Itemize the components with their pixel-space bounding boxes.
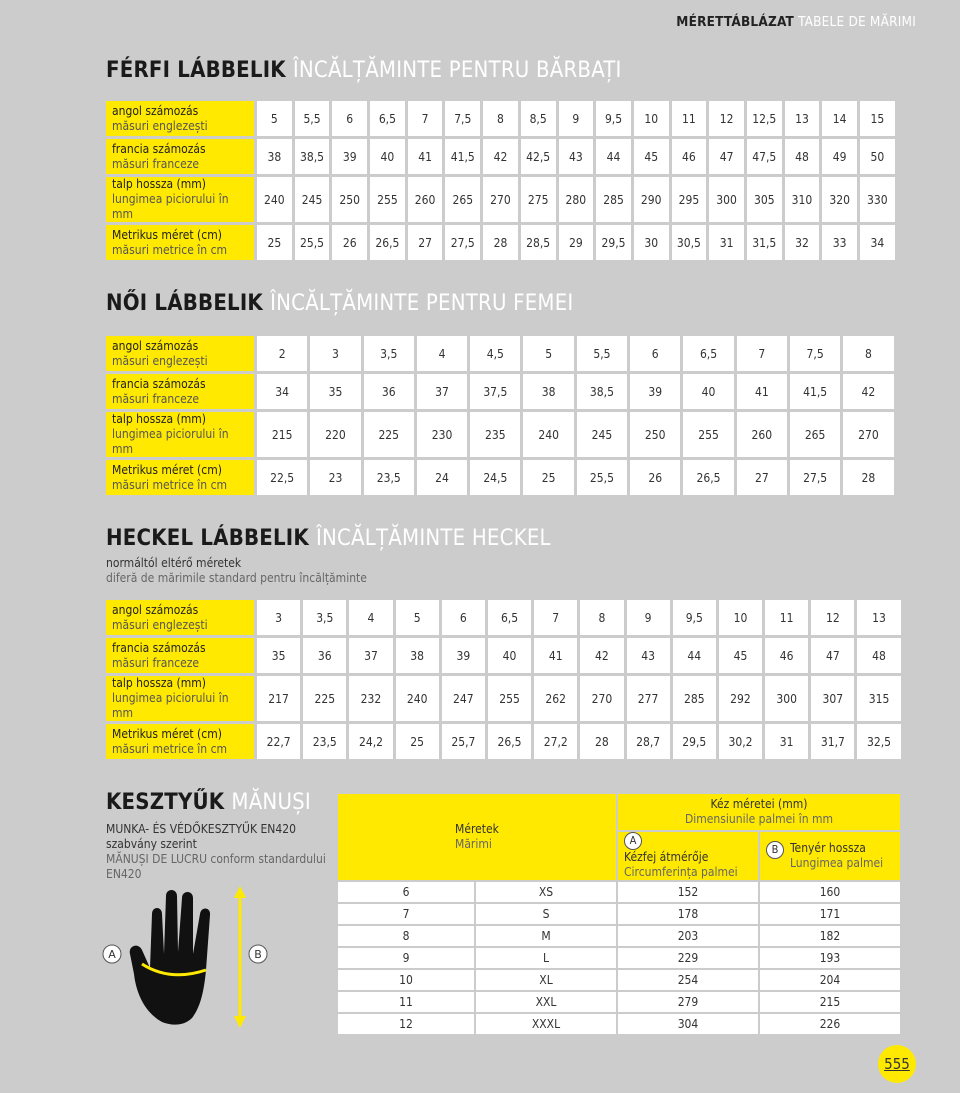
- size-cell: 305: [747, 177, 782, 222]
- glove-cell: 226: [760, 1014, 900, 1034]
- size-cell: 285: [596, 177, 631, 222]
- size-cell: 11: [765, 600, 808, 635]
- size-cell: 28: [580, 724, 623, 759]
- size-cell: 5,5: [577, 336, 627, 371]
- glove-row: [338, 904, 900, 924]
- glove-cell: 7: [338, 904, 474, 924]
- size-cell: 235: [470, 412, 520, 457]
- size-cell: 45: [719, 638, 762, 673]
- size-cell: 36: [364, 374, 414, 409]
- size-cell: 290: [634, 177, 669, 222]
- size-cell: 27,5: [445, 225, 480, 260]
- size-cell: 46: [672, 139, 707, 174]
- glove-cell: 12: [338, 1014, 474, 1034]
- size-cell: 9: [559, 101, 594, 136]
- size-cell: 29,5: [596, 225, 631, 260]
- size-cell: 270: [843, 412, 893, 457]
- size-cell: 46: [765, 638, 808, 673]
- size-cell: 260: [408, 177, 443, 222]
- glove-cell: XS: [476, 882, 616, 902]
- size-cell: 49: [822, 139, 857, 174]
- size-cell: 41: [534, 638, 577, 673]
- size-cell: 8,5: [521, 101, 556, 136]
- size-cell: 38,5: [295, 139, 330, 174]
- row-label: francia számozás măsuri franceze: [106, 139, 254, 174]
- size-cell: 320: [822, 177, 857, 222]
- size-cell: 2: [257, 336, 307, 371]
- size-cell: 22,5: [257, 460, 307, 495]
- glove-col-a: AKézfej átmérője Circumferința palmei: [618, 832, 758, 880]
- size-cell: 5: [523, 336, 573, 371]
- size-cell: 230: [417, 412, 467, 457]
- glove-cell: XXXL: [476, 1014, 616, 1034]
- size-cell: 37,5: [470, 374, 520, 409]
- size-cell: 232: [349, 676, 392, 721]
- size-cell: 41,5: [790, 374, 840, 409]
- size-cell: 42: [483, 139, 518, 174]
- size-cell: 28,7: [627, 724, 670, 759]
- glove-cell: 9: [338, 948, 474, 968]
- size-cell: 13: [785, 101, 820, 136]
- size-cell: 280: [559, 177, 594, 222]
- size-cell: 42: [843, 374, 893, 409]
- heckel-note: normáltól eltérő méretek diferă de mărimile standard pentru încălțăminte: [106, 556, 367, 585]
- size-cell: 285: [673, 676, 716, 721]
- glove-cell: XXL: [476, 992, 616, 1012]
- size-cell: 240: [257, 177, 292, 222]
- size-cell: 295: [672, 177, 707, 222]
- glove-cell: 229: [618, 948, 758, 968]
- size-row: [106, 460, 894, 495]
- size-cell: 40: [370, 139, 405, 174]
- size-cell: 25,7: [442, 724, 485, 759]
- size-cell: 27: [737, 460, 787, 495]
- size-cell: 25: [523, 460, 573, 495]
- glove-size-header: Méretek Mărimi: [338, 794, 616, 880]
- size-cell: 6: [442, 600, 485, 635]
- size-row: [106, 336, 894, 371]
- size-cell: 11: [672, 101, 707, 136]
- size-cell: 44: [673, 638, 716, 673]
- size-row: [106, 638, 901, 673]
- size-cell: 6: [332, 101, 367, 136]
- size-cell: 275: [521, 177, 556, 222]
- size-cell: 4: [417, 336, 467, 371]
- size-cell: 31: [709, 225, 744, 260]
- size-cell: 292: [719, 676, 762, 721]
- size-cell: 10: [719, 600, 762, 635]
- size-cell: 270: [483, 177, 518, 222]
- row-label: talp hossza (mm) lungimea piciorului în mm: [106, 177, 254, 222]
- size-cell: 255: [488, 676, 531, 721]
- size-cell: 6: [630, 336, 680, 371]
- page-header: [676, 14, 916, 30]
- glove-cell: 171: [760, 904, 900, 924]
- glove-cell: 304: [618, 1014, 758, 1034]
- size-cell: 27,2: [534, 724, 577, 759]
- size-cell: 38: [523, 374, 573, 409]
- size-cell: 8: [580, 600, 623, 635]
- header-hu: MÉRETTÁBLÁZAT: [676, 14, 795, 30]
- size-cell: 25: [257, 225, 292, 260]
- glove-cell: 178: [618, 904, 758, 924]
- size-cell: 6,5: [683, 336, 733, 371]
- size-cell: 27,5: [790, 460, 840, 495]
- size-cell: 36: [303, 638, 346, 673]
- label-b: B: [254, 948, 262, 961]
- size-cell: 3: [257, 600, 300, 635]
- size-cell: 265: [445, 177, 480, 222]
- size-cell: 28,5: [521, 225, 556, 260]
- glove-cell: 182: [760, 926, 900, 946]
- size-cell: 38: [396, 638, 439, 673]
- row-label: angol számozás măsuri englezești: [106, 101, 254, 136]
- gloves-description: MUNKA- ÉS VÉDŐKESZTYŰK EN420 szabvány szerint MĂNUȘI DE LUCRU conform standardului EN420: [106, 822, 326, 881]
- glove-cell: 279: [618, 992, 758, 1012]
- size-cell: 25,5: [577, 460, 627, 495]
- size-cell: 31,5: [747, 225, 782, 260]
- size-cell: 9,5: [673, 600, 716, 635]
- size-cell: 31: [765, 724, 808, 759]
- size-cell: 28: [483, 225, 518, 260]
- size-cell: 215: [257, 412, 307, 457]
- size-cell: 14: [822, 101, 857, 136]
- size-cell: 32: [785, 225, 820, 260]
- glove-cell: 203: [618, 926, 758, 946]
- gloves-title: KESZTYŰK MĂNUȘI: [106, 790, 311, 815]
- size-cell: 39: [630, 374, 680, 409]
- glove-cell: 160: [760, 882, 900, 902]
- size-cell: 23: [310, 460, 360, 495]
- size-cell: 255: [683, 412, 733, 457]
- size-cell: 24,2: [349, 724, 392, 759]
- size-cell: 7,5: [445, 101, 480, 136]
- size-cell: 33: [822, 225, 857, 260]
- glove-row: [338, 948, 900, 968]
- size-cell: 12,5: [747, 101, 782, 136]
- glove-row: [338, 882, 900, 902]
- size-cell: 307: [811, 676, 854, 721]
- size-cell: 265: [790, 412, 840, 457]
- glove-cell: 193: [760, 948, 900, 968]
- size-cell: 43: [559, 139, 594, 174]
- glove-cell: XL: [476, 970, 616, 990]
- glove-hand-header: Kéz méretei (mm) Dimensiunile palmei în mm: [618, 794, 900, 830]
- size-cell: 48: [857, 638, 900, 673]
- size-row: [106, 101, 895, 136]
- glove-cell: 10: [338, 970, 474, 990]
- size-cell: 44: [596, 139, 631, 174]
- row-label: angol számozás măsuri englezești: [106, 600, 254, 635]
- size-row: [106, 225, 895, 260]
- size-row: [106, 177, 895, 222]
- size-cell: 250: [332, 177, 367, 222]
- size-cell: 262: [534, 676, 577, 721]
- size-cell: 13: [857, 600, 900, 635]
- glove-cell: 254: [618, 970, 758, 990]
- glove-cell: 152: [618, 882, 758, 902]
- size-cell: 240: [523, 412, 573, 457]
- row-label: talp hossza (mm) lungimea piciorului în mm: [106, 412, 254, 457]
- size-cell: 7: [534, 600, 577, 635]
- size-cell: 34: [860, 225, 895, 260]
- size-cell: 250: [630, 412, 680, 457]
- size-cell: 9: [627, 600, 670, 635]
- row-label: francia számozás măsuri franceze: [106, 374, 254, 409]
- size-cell: 26,5: [488, 724, 531, 759]
- size-cell: 12: [811, 600, 854, 635]
- women-title: NŐI LÁBBELIK ÎNCĂLȚĂMINTE PENTRU FEMEI: [106, 291, 574, 316]
- row-label: Metrikus méret (cm) măsuri metrice în cm: [106, 460, 254, 495]
- size-cell: 38: [257, 139, 292, 174]
- size-cell: 3: [310, 336, 360, 371]
- size-cell: 7,5: [790, 336, 840, 371]
- size-cell: 26,5: [683, 460, 733, 495]
- size-cell: 24: [417, 460, 467, 495]
- size-cell: 39: [332, 139, 367, 174]
- size-cell: 30: [634, 225, 669, 260]
- size-cell: 15: [860, 101, 895, 136]
- size-cell: 270: [580, 676, 623, 721]
- glove-illustration: [100, 884, 280, 1029]
- size-cell: 41,5: [445, 139, 480, 174]
- glove-row: [338, 926, 900, 946]
- size-cell: 23,5: [364, 460, 414, 495]
- size-cell: 39: [442, 638, 485, 673]
- glove-size-table: [336, 792, 902, 1036]
- size-cell: 26,5: [370, 225, 405, 260]
- size-cell: 25: [396, 724, 439, 759]
- size-cell: 310: [785, 177, 820, 222]
- size-cell: 5: [396, 600, 439, 635]
- heckel-title: HECKEL LÁBBELIK ÎNCĂLȚĂMINTE HECKEL: [106, 526, 551, 551]
- hand-icon: [130, 890, 210, 1025]
- glove-cell: 6: [338, 882, 474, 902]
- size-cell: 5: [257, 101, 292, 136]
- glove-row: [338, 992, 900, 1012]
- men-title: FÉRFI LÁBBELIK ÎNCĂLȚĂMINTE PENTRU BĂRBAȚI: [106, 58, 622, 83]
- size-cell: 8: [483, 101, 518, 136]
- page-number: 555: [878, 1045, 916, 1083]
- size-cell: 26: [630, 460, 680, 495]
- size-cell: 40: [488, 638, 531, 673]
- row-label: angol számozás măsuri englezești: [106, 336, 254, 371]
- glove-cell: 215: [760, 992, 900, 1012]
- size-row: [106, 139, 895, 174]
- size-cell: 4,5: [470, 336, 520, 371]
- size-cell: 245: [295, 177, 330, 222]
- size-row: [106, 412, 894, 457]
- size-cell: 25,5: [295, 225, 330, 260]
- size-cell: 8: [843, 336, 893, 371]
- size-cell: 330: [860, 177, 895, 222]
- size-cell: 47,5: [747, 139, 782, 174]
- size-cell: 5,5: [295, 101, 330, 136]
- size-cell: 26: [332, 225, 367, 260]
- size-cell: 37: [417, 374, 467, 409]
- size-cell: 300: [709, 177, 744, 222]
- size-cell: 29: [559, 225, 594, 260]
- size-cell: 43: [627, 638, 670, 673]
- size-cell: 42: [580, 638, 623, 673]
- size-cell: 225: [303, 676, 346, 721]
- glove-cell: 8: [338, 926, 474, 946]
- size-row: [106, 724, 901, 759]
- size-cell: 225: [364, 412, 414, 457]
- size-cell: 37: [349, 638, 392, 673]
- size-cell: 300: [765, 676, 808, 721]
- size-cell: 47: [709, 139, 744, 174]
- size-cell: 24,5: [470, 460, 520, 495]
- size-cell: 34: [257, 374, 307, 409]
- size-cell: 29,5: [673, 724, 716, 759]
- glove-row: [338, 970, 900, 990]
- glove-cell: S: [476, 904, 616, 924]
- size-cell: 42,5: [521, 139, 556, 174]
- size-cell: 12: [709, 101, 744, 136]
- heckel-size-table: [103, 597, 904, 762]
- size-cell: 7: [408, 101, 443, 136]
- glove-cell: 204: [760, 970, 900, 990]
- size-cell: 50: [860, 139, 895, 174]
- size-cell: 28: [843, 460, 893, 495]
- size-cell: 38,5: [577, 374, 627, 409]
- size-cell: 4: [349, 600, 392, 635]
- glove-col-b: B Tenyér hossza Lungimea palmei: [760, 832, 900, 880]
- men-size-table: [103, 98, 898, 263]
- size-row: [106, 600, 901, 635]
- size-cell: 30,2: [719, 724, 762, 759]
- size-cell: 22,7: [257, 724, 300, 759]
- size-cell: 6,5: [488, 600, 531, 635]
- glove-cell: 11: [338, 992, 474, 1012]
- size-cell: 217: [257, 676, 300, 721]
- size-cell: 9,5: [596, 101, 631, 136]
- size-cell: 23,5: [303, 724, 346, 759]
- row-label: Metrikus méret (cm) măsuri metrice în cm: [106, 225, 254, 260]
- size-cell: 41: [408, 139, 443, 174]
- size-cell: 3,5: [364, 336, 414, 371]
- size-row: [106, 676, 901, 721]
- label-a: A: [108, 948, 116, 961]
- size-cell: 48: [785, 139, 820, 174]
- row-label: talp hossza (mm) lungimea piciorului în mm: [106, 676, 254, 721]
- size-cell: 40: [683, 374, 733, 409]
- size-row: [106, 374, 894, 409]
- glove-row: [338, 1014, 900, 1034]
- size-cell: 10: [634, 101, 669, 136]
- size-cell: 315: [857, 676, 900, 721]
- size-cell: 30,5: [672, 225, 707, 260]
- size-cell: 3,5: [303, 600, 346, 635]
- size-cell: 32,5: [857, 724, 900, 759]
- size-cell: 6,5: [370, 101, 405, 136]
- size-cell: 240: [396, 676, 439, 721]
- size-cell: 220: [310, 412, 360, 457]
- row-label: francia számozás măsuri franceze: [106, 638, 254, 673]
- size-cell: 277: [627, 676, 670, 721]
- size-cell: 35: [257, 638, 300, 673]
- size-cell: 260: [737, 412, 787, 457]
- size-cell: 27: [408, 225, 443, 260]
- size-cell: 247: [442, 676, 485, 721]
- women-size-table: [103, 333, 897, 498]
- row-label: Metrikus méret (cm) măsuri metrice în cm: [106, 724, 254, 759]
- size-cell: 45: [634, 139, 669, 174]
- size-cell: 41: [737, 374, 787, 409]
- size-cell: 7: [737, 336, 787, 371]
- glove-cell: M: [476, 926, 616, 946]
- size-cell: 47: [811, 638, 854, 673]
- size-cell: 35: [310, 374, 360, 409]
- header-ro: TABELE DE MĂRIMI: [798, 14, 916, 30]
- size-cell: 245: [577, 412, 627, 457]
- size-cell: 255: [370, 177, 405, 222]
- size-cell: 31,7: [811, 724, 854, 759]
- glove-cell: L: [476, 948, 616, 968]
